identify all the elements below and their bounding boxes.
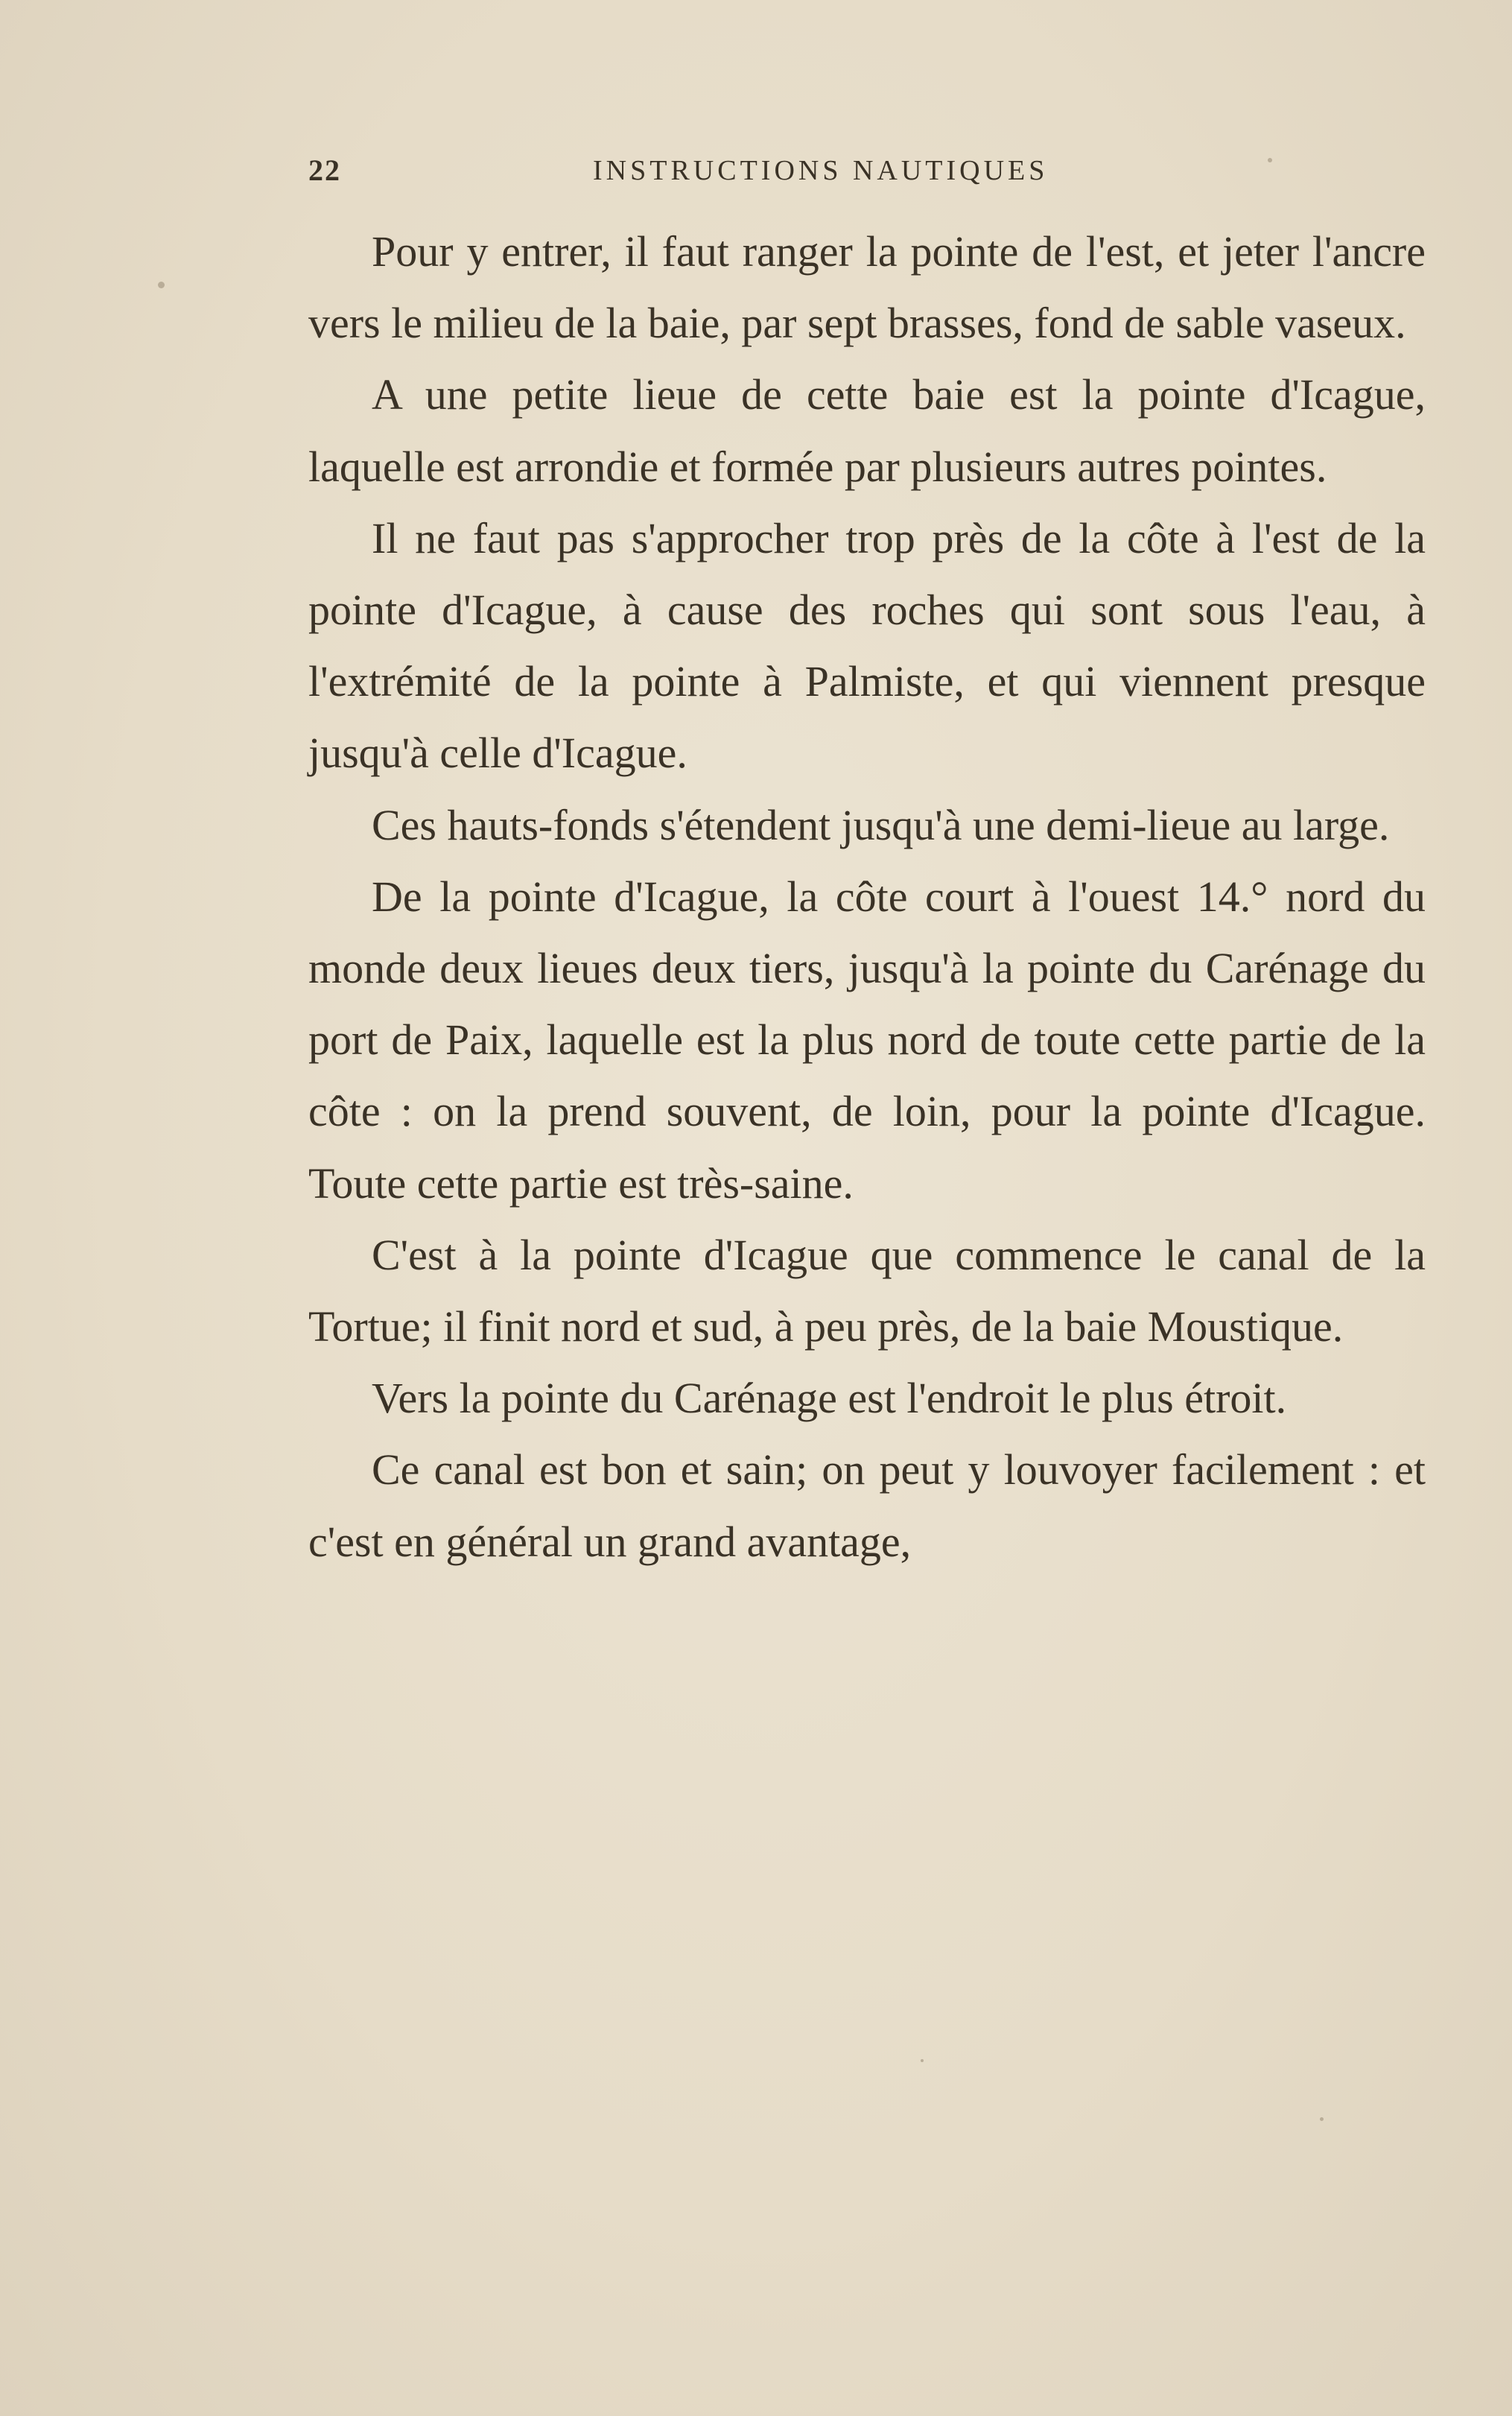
paragraph: Ces hauts-fonds s'étendent jusqu'à une demi-lieue au large. [372, 800, 1390, 849]
paper-speck [1320, 2117, 1324, 2121]
paragraph: Vers la pointe du Carénage est l'endroit le plus étroit. [372, 1374, 1287, 1423]
page-number: 22 [308, 153, 341, 187]
paper-speck [1268, 158, 1272, 162]
running-title: INSTRUCTIONS NAUTIQUES [593, 155, 1049, 186]
paragraph: C'est à la pointe d'Icague que commence le canal de la Tortue; il finit nord et sud, à peu près, de la baie Moustique. [308, 1230, 1426, 1351]
paper-speck [158, 282, 165, 288]
paragraph: Ce canal est bon et sain; on peut y louvoyer facilement : et c'est en général un grand avantage, [308, 1445, 1426, 1566]
page-header [308, 153, 1426, 197]
paragraph: Il ne faut pas s'approcher trop près de la côte à l'est de la pointe d'Icague, à cause des roches qui sont sous l'eau, à l'extrémité de la pointe à Palmiste, et qui viennent presque jusqu'à celle d'Icague. [308, 513, 1426, 778]
paragraph: A une petite lieue de cette baie est la pointe d'Icague, laquelle est arrondie et formée par plusieurs autres pointes. [308, 370, 1426, 491]
paragraph: De la pointe d'Icague, la côte court à l'ouest 14.° nord du monde deux lieues deux tiers, jusqu'à la pointe du Carénage du port de Paix, laquelle est la plus nord de toute cette partie de la côte : on la prend souvent, de loin, pour la pointe d'Icague. Toute cette partie est très-saine. [308, 872, 1426, 1208]
paper-speck [921, 2059, 924, 2062]
paragraph: Pour y entrer, il faut ranger la pointe de l'est, et jeter l'ancre vers le milieu de la baie, par sept brasses, fond de sable vaseux. [308, 227, 1426, 348]
body-text [308, 216, 1426, 1578]
